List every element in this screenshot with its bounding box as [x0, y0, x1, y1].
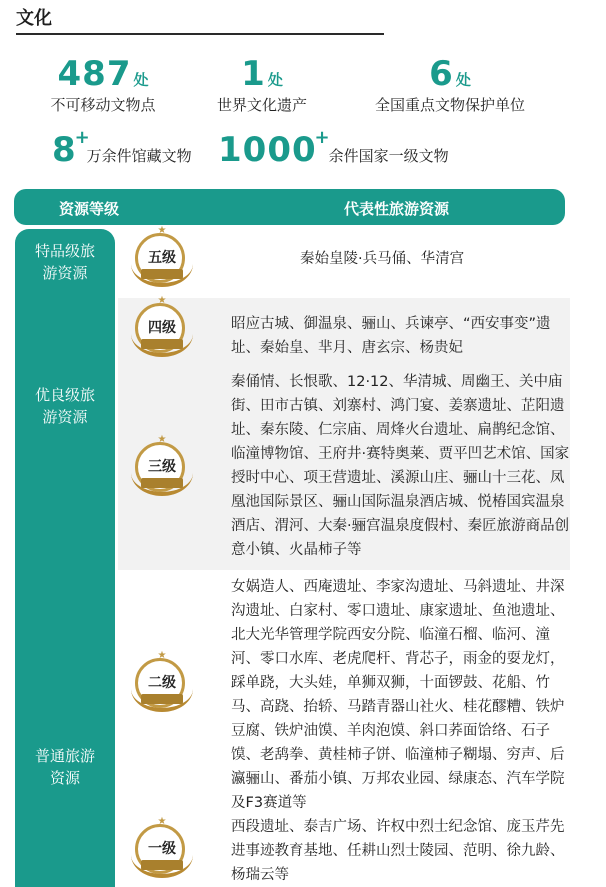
stat-first-class — [218, 127, 449, 170]
stat-unit: 处 — [455, 71, 471, 89]
stat-number: 1 — [241, 54, 266, 94]
stat-relics — [42, 56, 164, 115]
level-label: 一级 — [148, 841, 176, 857]
category-ordinary: 普通旅游资源 — [34, 747, 95, 787]
category-premium: 特品级旅游资源 — [34, 242, 95, 282]
stat-unit: 处 — [133, 71, 149, 89]
stat-number: 487 — [57, 54, 132, 94]
star-icon: ★ — [157, 434, 167, 445]
resource-text: 昭应古城、御温泉、骊山、兵谏亭、“西安事变”遗址、秦始皇、芈月、唐玄宗、杨贵妃 — [231, 316, 551, 356]
resource-text: 秦始皇陵·兵马俑、华清宫 — [300, 251, 465, 267]
star-icon: ★ — [157, 816, 167, 827]
stat-world-heritage — [210, 56, 314, 115]
header-resources: 代表性旅游资源 — [344, 200, 450, 218]
level-label: 二级 — [148, 675, 176, 691]
star-icon: ★ — [157, 225, 167, 236]
star-icon: ★ — [157, 295, 167, 306]
resource-text: 女娲造人、西庵遗址、李家沟遗址、马斜遗址、井深沟遗址、白家村、零口遗址、康家遗址、鱼池遗址、北大光华管理学院西安分院、临潼石榴、临河、潼河、零口水库、老虎爬杆、背芯子，雨金的耍龙灯，踩单跷，大头娃，单狮双狮，十面锣鼓、花船、竹马、高跷、抬轿、马踏青器山社火、桂花醪糟、铁炉豆腐、铁炉油馍、羊肉泡馍、斜口荞面饸络、石子馍、老鸹拳、黄桂柿子饼、临潼柿子糊塌、穷声、后瀛骊山、番茄小镇、万邦农业园、绿康态、汽车学院及F3赛道等 — [231, 579, 565, 811]
stat-label: 余件国家一级文物 — [328, 147, 449, 165]
level-medal — [131, 295, 193, 363]
level-medal — [131, 225, 193, 293]
stat-number: 1000 + — [218, 130, 317, 170]
section-title: 文化 — [16, 8, 52, 29]
stat-unit: 处 — [267, 71, 283, 89]
stat-national-units — [362, 56, 538, 115]
level-medal — [131, 434, 193, 502]
level-label: 五级 — [148, 250, 176, 266]
stat-collections — [52, 127, 192, 170]
resource-text: 秦俑情、长恨歌、12·12、华清城、周幽王、关中庙街、田市古镇、刘寨村、鸿门宴、姜寨遗址、芷阳遗址、秦东陵、仁宗庙、周烽火台遗址、扁鹊纪念馆、临潼博物馆、王府井·赛特奥莱、贾平凹艺术馆、国家授时中心、项王营遗址、溪源山庄、骊山十三花、凤凰池国际景区、骊山国际温泉酒店城、悦椿国宾温泉酒店、渭河、大秦·骊宫温泉度假村、秦匠旅游商品创意小镇、火晶柿子等 — [231, 374, 570, 558]
category-good: 优良级旅游资源 — [34, 386, 95, 426]
star-icon: ★ — [157, 650, 167, 661]
level-label: 三级 — [148, 459, 176, 475]
title-rule — [16, 33, 384, 35]
stat-number: 8 + — [52, 130, 77, 170]
stat-label: 世界文化遗产 — [216, 96, 307, 114]
level-label: 四级 — [148, 320, 176, 336]
table-header — [14, 189, 565, 225]
stat-label: 不可移动文物点 — [50, 96, 156, 114]
stat-label: 万余件馆藏文物 — [86, 147, 192, 165]
level-medal — [131, 650, 193, 718]
plus-sign: + — [314, 127, 331, 148]
stat-number: 6 — [429, 54, 454, 94]
level-medal — [131, 816, 193, 884]
stat-label: 全国重点文物保护单位 — [374, 96, 525, 114]
resource-text: 西段遗址、泰吉广场、许权中烈士纪念馆、庞玉芹先进事迹教育基地、任耕山烈士陵园、范明、徐九龄、杨瑞云等 — [231, 819, 565, 883]
plus-sign: + — [74, 127, 91, 148]
header-level: 资源等级 — [59, 200, 120, 218]
